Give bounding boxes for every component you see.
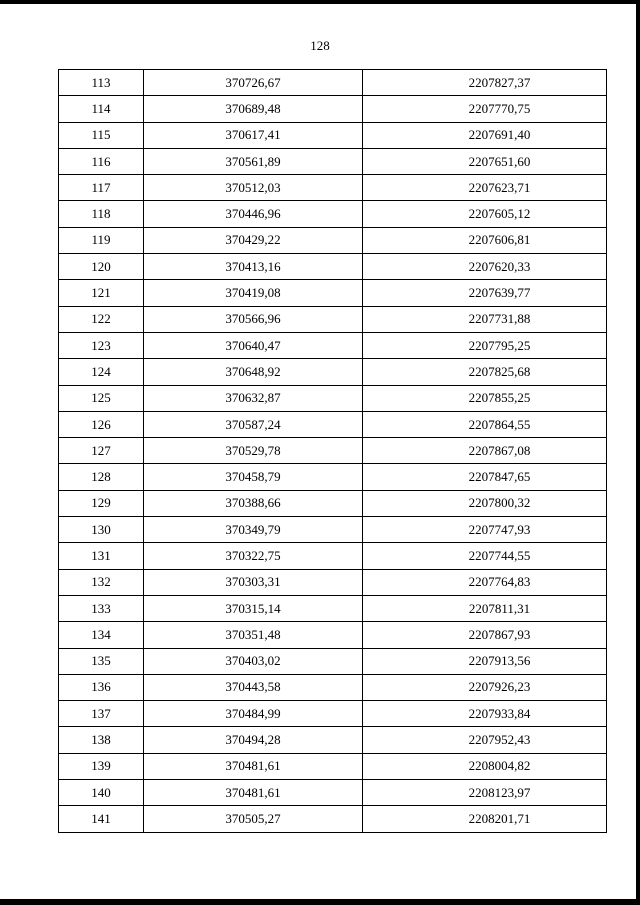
table-row bbox=[59, 122, 607, 148]
x-coordinate-cell: 370561,89 bbox=[144, 148, 363, 174]
point-number-cell: 139 bbox=[59, 753, 144, 779]
table-row bbox=[59, 227, 607, 253]
point-number-cell: 117 bbox=[59, 175, 144, 201]
coordinates-table bbox=[58, 69, 607, 833]
point-number-cell: 123 bbox=[59, 332, 144, 358]
y-coordinate-cell: 2207847,65 bbox=[363, 464, 607, 490]
point-number-cell: 126 bbox=[59, 411, 144, 437]
table-row bbox=[59, 148, 607, 174]
x-coordinate-cell: 370481,61 bbox=[144, 780, 363, 806]
x-coordinate-cell: 370726,67 bbox=[144, 70, 363, 96]
y-coordinate-cell: 2207952,43 bbox=[363, 727, 607, 753]
table-row bbox=[59, 780, 607, 806]
point-number-cell: 128 bbox=[59, 464, 144, 490]
x-coordinate-cell: 370403,02 bbox=[144, 648, 363, 674]
point-number-cell: 119 bbox=[59, 227, 144, 253]
x-coordinate-cell: 370446,96 bbox=[144, 201, 363, 227]
x-coordinate-cell: 370481,61 bbox=[144, 753, 363, 779]
scan-edge-bottom bbox=[0, 899, 640, 905]
table-row bbox=[59, 727, 607, 753]
x-coordinate-cell: 370315,14 bbox=[144, 595, 363, 621]
table-row bbox=[59, 359, 607, 385]
table-row bbox=[59, 806, 607, 832]
x-coordinate-cell: 370648,92 bbox=[144, 359, 363, 385]
y-coordinate-cell: 2207623,71 bbox=[363, 175, 607, 201]
table-row bbox=[59, 595, 607, 621]
point-number-cell: 132 bbox=[59, 569, 144, 595]
x-coordinate-cell: 370512,03 bbox=[144, 175, 363, 201]
x-coordinate-cell: 370303,31 bbox=[144, 569, 363, 595]
point-number-cell: 129 bbox=[59, 490, 144, 516]
point-number-cell: 122 bbox=[59, 306, 144, 332]
table-row bbox=[59, 622, 607, 648]
table-row bbox=[59, 332, 607, 358]
y-coordinate-cell: 2207800,32 bbox=[363, 490, 607, 516]
point-number-cell: 133 bbox=[59, 595, 144, 621]
y-coordinate-cell: 2207864,55 bbox=[363, 411, 607, 437]
point-number-cell: 116 bbox=[59, 148, 144, 174]
point-number-cell: 127 bbox=[59, 438, 144, 464]
y-coordinate-cell: 2207867,08 bbox=[363, 438, 607, 464]
y-coordinate-cell: 2207744,55 bbox=[363, 543, 607, 569]
x-coordinate-cell: 370640,47 bbox=[144, 332, 363, 358]
point-number-cell: 114 bbox=[59, 96, 144, 122]
table-row bbox=[59, 753, 607, 779]
table-row bbox=[59, 280, 607, 306]
y-coordinate-cell: 2207620,33 bbox=[363, 254, 607, 280]
y-coordinate-cell: 2207747,93 bbox=[363, 517, 607, 543]
x-coordinate-cell: 370566,96 bbox=[144, 306, 363, 332]
x-coordinate-cell: 370388,66 bbox=[144, 490, 363, 516]
y-coordinate-cell: 2207795,25 bbox=[363, 332, 607, 358]
point-number-cell: 137 bbox=[59, 701, 144, 727]
coordinates-table-body bbox=[59, 70, 607, 833]
point-number-cell: 134 bbox=[59, 622, 144, 648]
x-coordinate-cell: 370494,28 bbox=[144, 727, 363, 753]
table-row bbox=[59, 385, 607, 411]
x-coordinate-cell: 370587,24 bbox=[144, 411, 363, 437]
x-coordinate-cell: 370322,75 bbox=[144, 543, 363, 569]
table-row bbox=[59, 648, 607, 674]
point-number-cell: 113 bbox=[59, 70, 144, 96]
x-coordinate-cell: 370617,41 bbox=[144, 122, 363, 148]
table-row bbox=[59, 411, 607, 437]
point-number-cell: 130 bbox=[59, 517, 144, 543]
x-coordinate-cell: 370689,48 bbox=[144, 96, 363, 122]
y-coordinate-cell: 2207855,25 bbox=[363, 385, 607, 411]
y-coordinate-cell: 2207606,81 bbox=[363, 227, 607, 253]
y-coordinate-cell: 2208201,71 bbox=[363, 806, 607, 832]
point-number-cell: 115 bbox=[59, 122, 144, 148]
y-coordinate-cell: 2207867,93 bbox=[363, 622, 607, 648]
table-row bbox=[59, 96, 607, 122]
y-coordinate-cell: 2207764,83 bbox=[363, 569, 607, 595]
scan-edge-right bbox=[636, 0, 640, 905]
table-row bbox=[59, 175, 607, 201]
point-number-cell: 124 bbox=[59, 359, 144, 385]
point-number-cell: 118 bbox=[59, 201, 144, 227]
table-row bbox=[59, 674, 607, 700]
table-row bbox=[59, 70, 607, 96]
point-number-cell: 138 bbox=[59, 727, 144, 753]
table-row bbox=[59, 464, 607, 490]
table-row bbox=[59, 201, 607, 227]
x-coordinate-cell: 370429,22 bbox=[144, 227, 363, 253]
y-coordinate-cell: 2207639,77 bbox=[363, 280, 607, 306]
y-coordinate-cell: 2207825,68 bbox=[363, 359, 607, 385]
point-number-cell: 120 bbox=[59, 254, 144, 280]
x-coordinate-cell: 370529,78 bbox=[144, 438, 363, 464]
point-number-cell: 140 bbox=[59, 780, 144, 806]
point-number-cell: 125 bbox=[59, 385, 144, 411]
y-coordinate-cell: 2208123,97 bbox=[363, 780, 607, 806]
y-coordinate-cell: 2207913,56 bbox=[363, 648, 607, 674]
table-row bbox=[59, 490, 607, 516]
x-coordinate-cell: 370458,79 bbox=[144, 464, 363, 490]
x-coordinate-cell: 370413,16 bbox=[144, 254, 363, 280]
x-coordinate-cell: 370419,08 bbox=[144, 280, 363, 306]
table-row bbox=[59, 701, 607, 727]
x-coordinate-cell: 370505,27 bbox=[144, 806, 363, 832]
x-coordinate-cell: 370349,79 bbox=[144, 517, 363, 543]
y-coordinate-cell: 2207770,75 bbox=[363, 96, 607, 122]
y-coordinate-cell: 2207811,31 bbox=[363, 595, 607, 621]
y-coordinate-cell: 2207691,40 bbox=[363, 122, 607, 148]
page-number: 128 bbox=[310, 38, 330, 53]
point-number-cell: 136 bbox=[59, 674, 144, 700]
y-coordinate-cell: 2207926,23 bbox=[363, 674, 607, 700]
point-number-cell: 121 bbox=[59, 280, 144, 306]
y-coordinate-cell: 2207731,88 bbox=[363, 306, 607, 332]
y-coordinate-cell: 2208004,82 bbox=[363, 753, 607, 779]
point-number-cell: 131 bbox=[59, 543, 144, 569]
x-coordinate-cell: 370351,48 bbox=[144, 622, 363, 648]
y-coordinate-cell: 2207827,37 bbox=[363, 70, 607, 96]
point-number-cell: 135 bbox=[59, 648, 144, 674]
table-row bbox=[59, 306, 607, 332]
table-row bbox=[59, 569, 607, 595]
x-coordinate-cell: 370484,99 bbox=[144, 701, 363, 727]
point-number-cell: 141 bbox=[59, 806, 144, 832]
table-row bbox=[59, 543, 607, 569]
y-coordinate-cell: 2207605,12 bbox=[363, 201, 607, 227]
table-row bbox=[59, 517, 607, 543]
scan-edge-top bbox=[0, 0, 640, 4]
y-coordinate-cell: 2207651,60 bbox=[363, 148, 607, 174]
y-coordinate-cell: 2207933,84 bbox=[363, 701, 607, 727]
table-row bbox=[59, 438, 607, 464]
x-coordinate-cell: 370632,87 bbox=[144, 385, 363, 411]
table-row bbox=[59, 254, 607, 280]
x-coordinate-cell: 370443,58 bbox=[144, 674, 363, 700]
